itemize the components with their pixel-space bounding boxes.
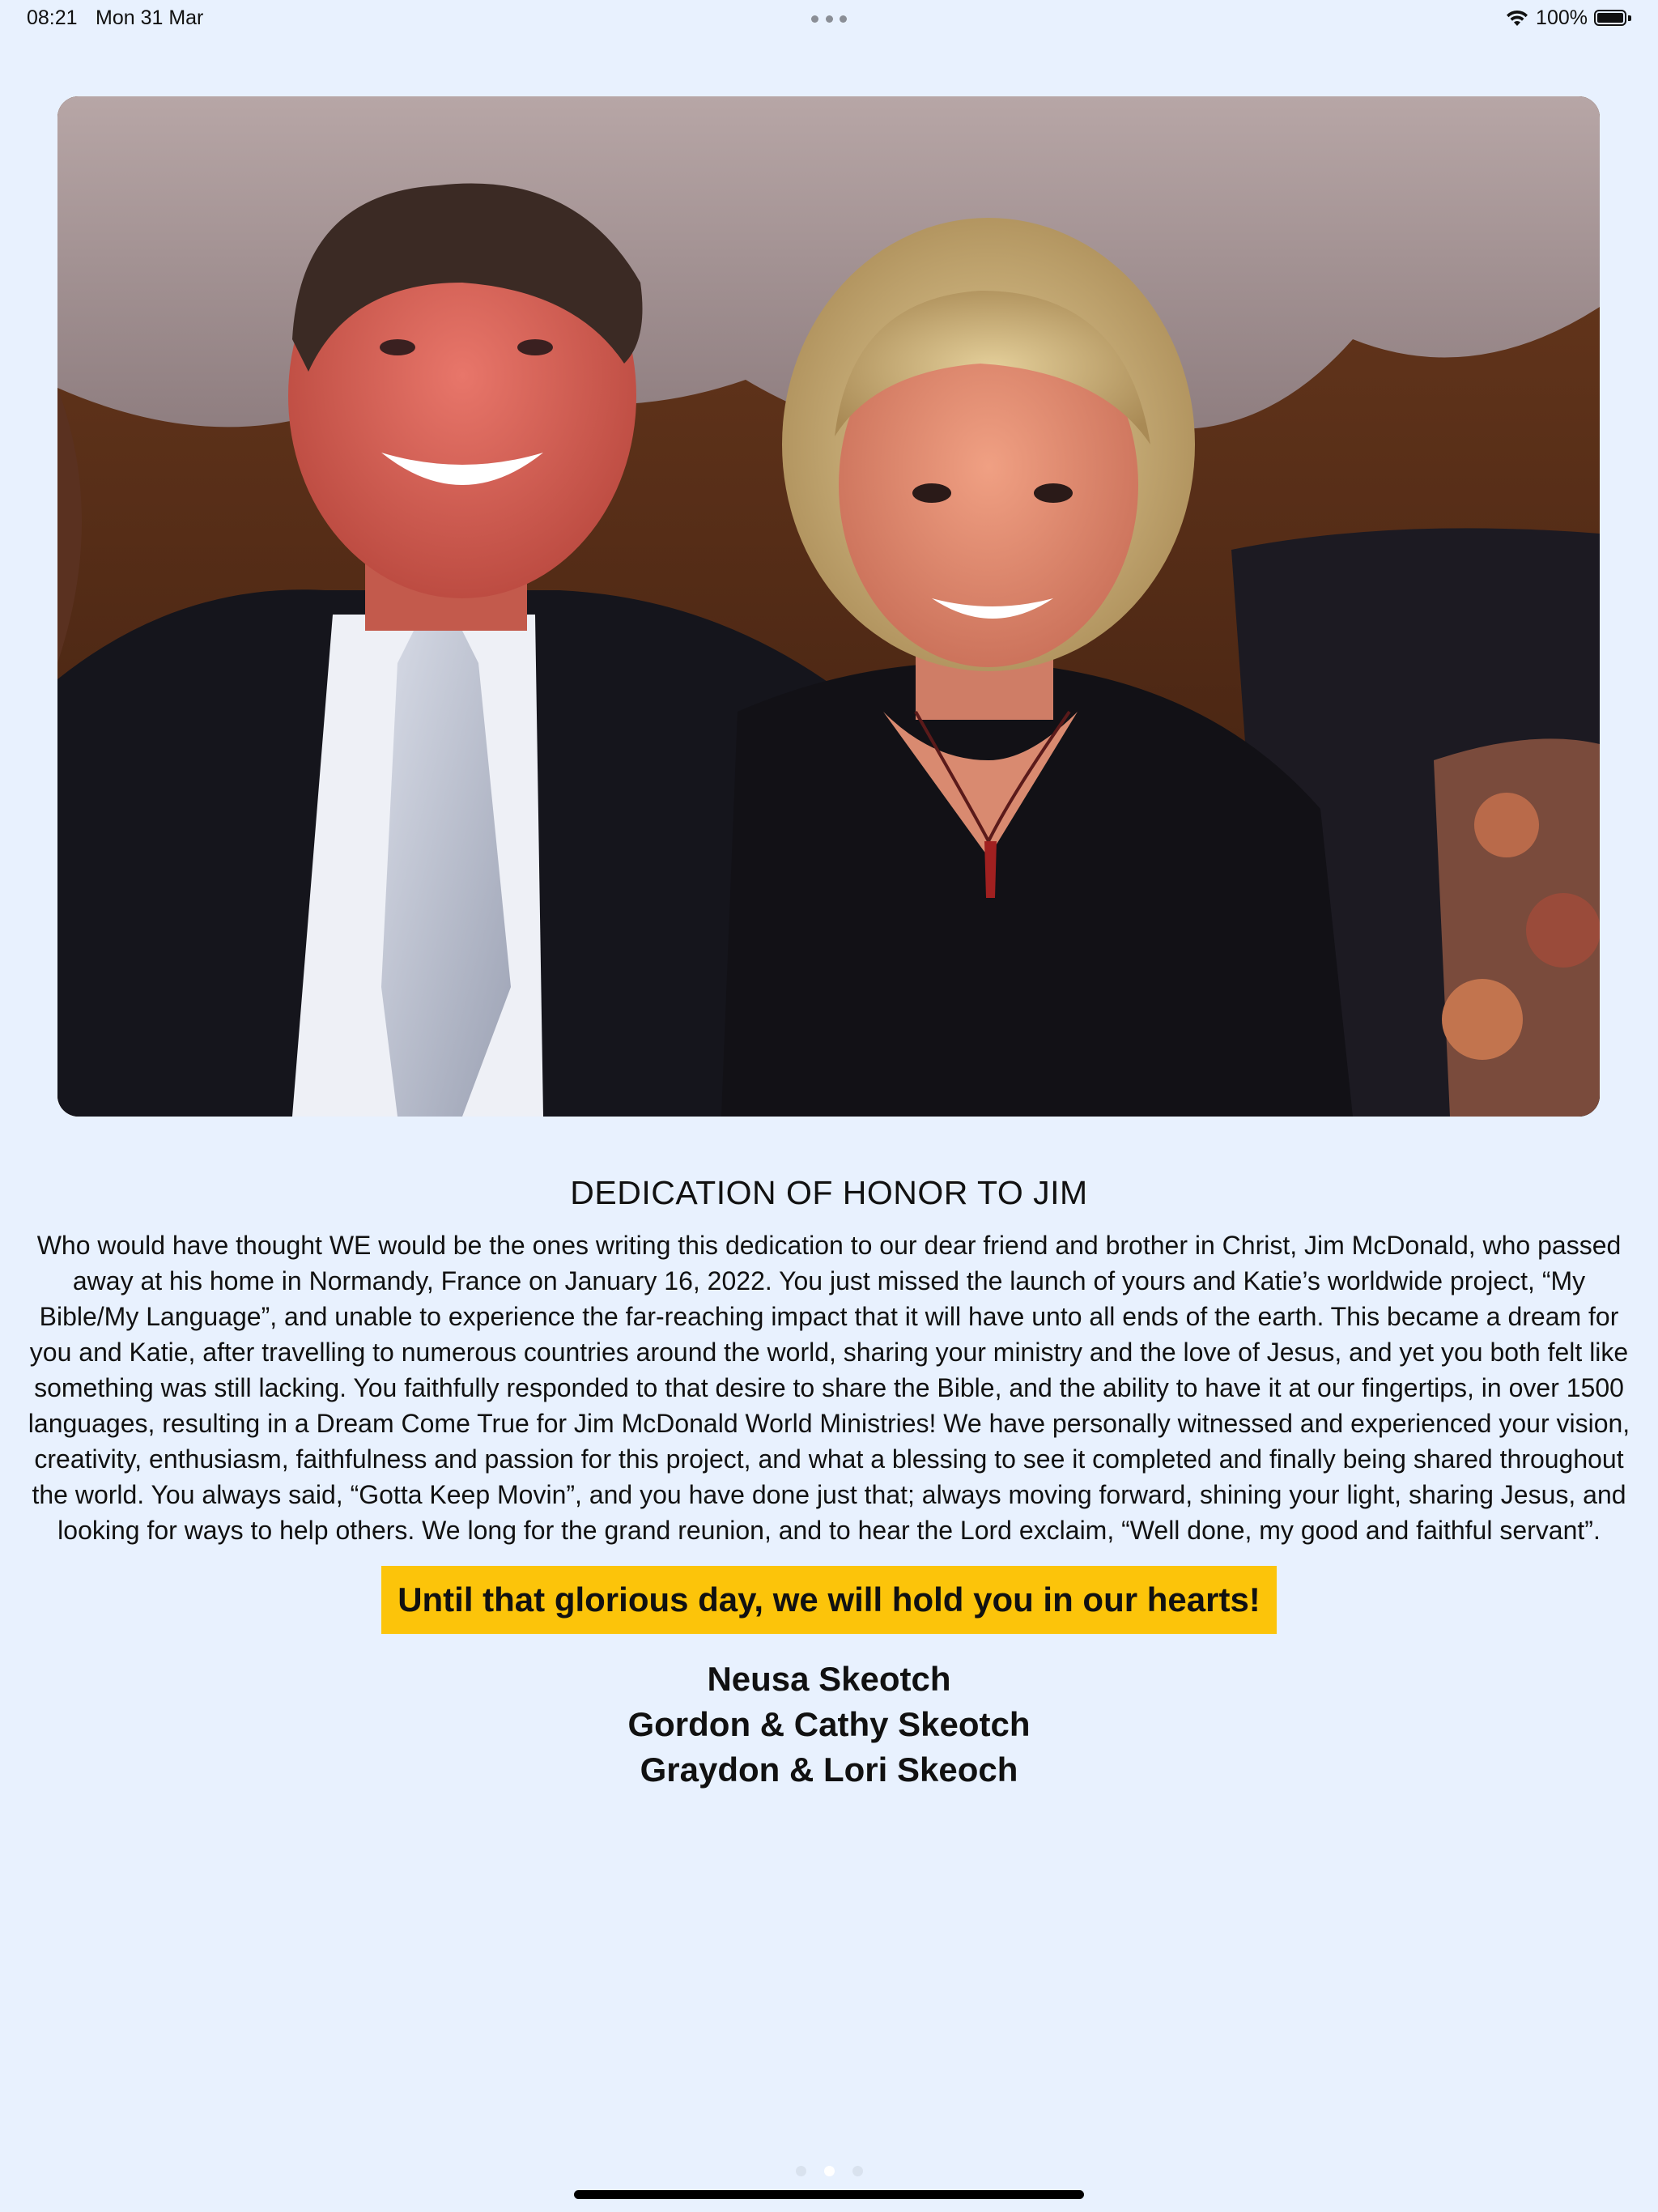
page-dot[interactable] [852, 2166, 863, 2176]
highlight-container [24, 1566, 1634, 1634]
dedication-body: Who would have thought WE would be the ones writing this dedication to our dear friend and brother in Christ, Jim McDonald, who passed away at his home in Normandy, France on January 16, 2022. You just missed the launch of yours and Katie’s worldwide project, “My Bible/My Language”, and unable to experience the far-reaching impact that it will have unto all ends of the earth. This became a dream for you and Katie, after travelling to numerous countries around the world, sharing your ministry and the love of Jesus, and yet you both felt like something was still lacking. You faithfully responded to that desire to share the Bible, and the ability to have it at our fingertips, in over 1500 languages, resulting in a Dream Come True for Jim McDonald World Ministries! We have personally witnessed and experienced your vision, creativity, enthusiasm, faithfulness and passion for this project, and what a blessing to see it completed and finally being shared throughout the world. You always said, “Gotta Keep Movin”, and you have done just that; always moving forward, shining your light, sharing Jesus, and looking for ways to help others. We long for the grand reunion, and to hear the Lord exclaim, “Well done, my good and faithful servant”. [28, 1231, 1630, 1545]
signature-line: Graydon & Lori Skeoch [640, 1750, 1018, 1789]
status-bar [0, 0, 1658, 37]
page-dot-active[interactable] [824, 2166, 835, 2176]
wifi-icon [1505, 10, 1529, 28]
page-dot[interactable] [796, 2166, 806, 2176]
home-indicator[interactable] [574, 2190, 1084, 2199]
dedication-title: DEDICATION OF HONOR TO JIM [570, 1174, 1088, 1211]
status-date: Mon 31 Mar [96, 6, 204, 29]
status-indicators [1505, 6, 1631, 30]
signature-line: Gordon & Cathy Skeotch [627, 1705, 1031, 1743]
dedication-section [24, 1166, 1634, 1793]
battery-icon [1594, 10, 1631, 28]
page-indicator[interactable] [0, 2166, 1658, 2176]
status-time: 08:21 [27, 6, 78, 29]
portrait-photo-icon [57, 96, 1600, 1117]
memorial-photo [57, 96, 1600, 1117]
highlight-message: Until that glorious day, we will hold you in our hearts! [381, 1566, 1277, 1634]
signatures [24, 1657, 1634, 1793]
battery-percent: 100% [1536, 6, 1588, 29]
multitasking-dots-icon[interactable] [811, 15, 847, 22]
signature-line: Neusa Skeotch [707, 1660, 951, 1698]
